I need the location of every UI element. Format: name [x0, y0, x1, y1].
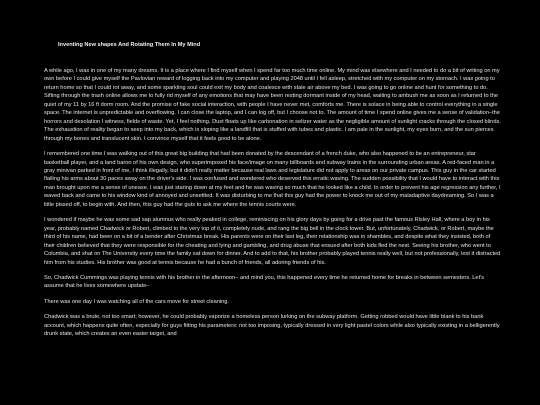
article-paragraph: Chadwick was a brute, not too smart; however, he could probably vaporize a homeless person lurking on the subway platform. Getting robbed would have little blank to his bank account, which happens quite often, especially for guys fitting his parameters: not too imposing, typically dressed in very light pastel colors while also typically existing in a belligerently drunk state, which creates an even easier target, and — [44, 314, 500, 338]
article-title: Inventing New shapes And Rotating Them In My Mind — [58, 42, 201, 48]
article-body — [44, 67, 501, 346]
article-paragraph: I remembered one time I was walking out of this great big building that had been donated by the descendant of a french duke, who also happened to be an entrepreneur, star basketball player, and a land baron of his own design, who superimposed his face/image on many billboards and subway trains in the surrounding urban areas. A red-faced man in a gray minivan parked in front of me, I think illegally, but it didn't really matter because real laws and legislature did not apply to areas on our private campus. This guy in the car started flailing his arms about 30 paces away on the driver's side. I was confused and wondered who deserved this erratic waving. The sudden possibility that I would have to interact with this man brought upon me a sense of unease. I was just staring down at my feet and he was waving so much that he looked like a child. In order to prevent his age regression any further, I waved back and came to his window kind of annoyed and unsettled. It was disturbing to me that this guy had the power to knock me out of my maladaptive daydreaming. So I was a little pissed off, to begin with. And then, this guy had the guts to ask me where the tennis courts were. — [44, 151, 501, 208]
article-paragraph: I wondered if maybe he was some sad sap alumnus who really peaked in college, reminiscing on his glory days by going for a drive past the famous Risley Hall, where a boy in his year, probably named Chadwick or Robert, climbed to the very top of it, completely nude, and rang the big bell in the clock tower. But, unfortunately, Chadwick, or Robert, maybe the third of his name, had been on a bit of a bender after Christmas break. His parents were on their last leg, their relationship was in shambles, and despite what they insisted, both of their children believed that they were responsible for the cheating and lying and gambling, and drug abuse that ensued after both kids fled the nest. Seeing his brother, who went to Columbia, and shat on The University every time the family sat down for dinner. And to add to that, his brother probably played tennis really well, but not professionally, lest it distracted him from his studies. His brother was good at tennis because he had a bunch of friends, all adoring friends of his. — [44, 217, 501, 266]
article-paragraph: A while ago, I was in one of my many dreams. It is a place where I find myself when I spend far too much time online. My mind was elsewhere and I needed to do a bit of writing on my own before I could give myself the Pavlovian reward of logging back into my computer and playing 2048 until I fell asleep, stretched with my computer on my stomach. I was going to return home so that I could rot away, and some sparkling soul could exit my body and coalesce with stale air above my bed. I was going to go online and hunt for something to do. Sifting through the trash online allows me to fully rid myself of any emotions that may have been resting dormant inside of my head, waiting to ambush me as soon as I returned to the quiet of my 11 by 16 ft dorm room. And the promise of fake social interaction, with people I have never met, comforts me. There is solace in being able to control everything in a single space. The internet is unpredictable and overflowing. I can close the laptop, and I can log off, but I choose not to. The amount of time I spend online gives me a sense of validation–the horrors and desolation I witness, fields of waste. Yet, I feel nothing. Dust floats up like carbonation in seltzer water as the negligible amount of sunlight cracks through the closed blinds. The exhaustion of reality began to seep into my back, which is sloping like a landfill that is stuffed with tubes and plastic. I am pale in the sunlight, my eyes burn, and the sun pierces through my bones and translucent skin. I convince myself that it feels good to be alone. — [44, 68, 501, 142]
article-paragraph: There was one day I was watching all of the cars move for street cleaning. — [44, 298, 229, 305]
article-paragraph: So, Chadwick Cummings was playing tennis with his brother in the afternoon– and mind you, this happened every time he returned home for breaks in between semesters. Let's assume that he lives somewhere upstate– — [44, 274, 485, 290]
